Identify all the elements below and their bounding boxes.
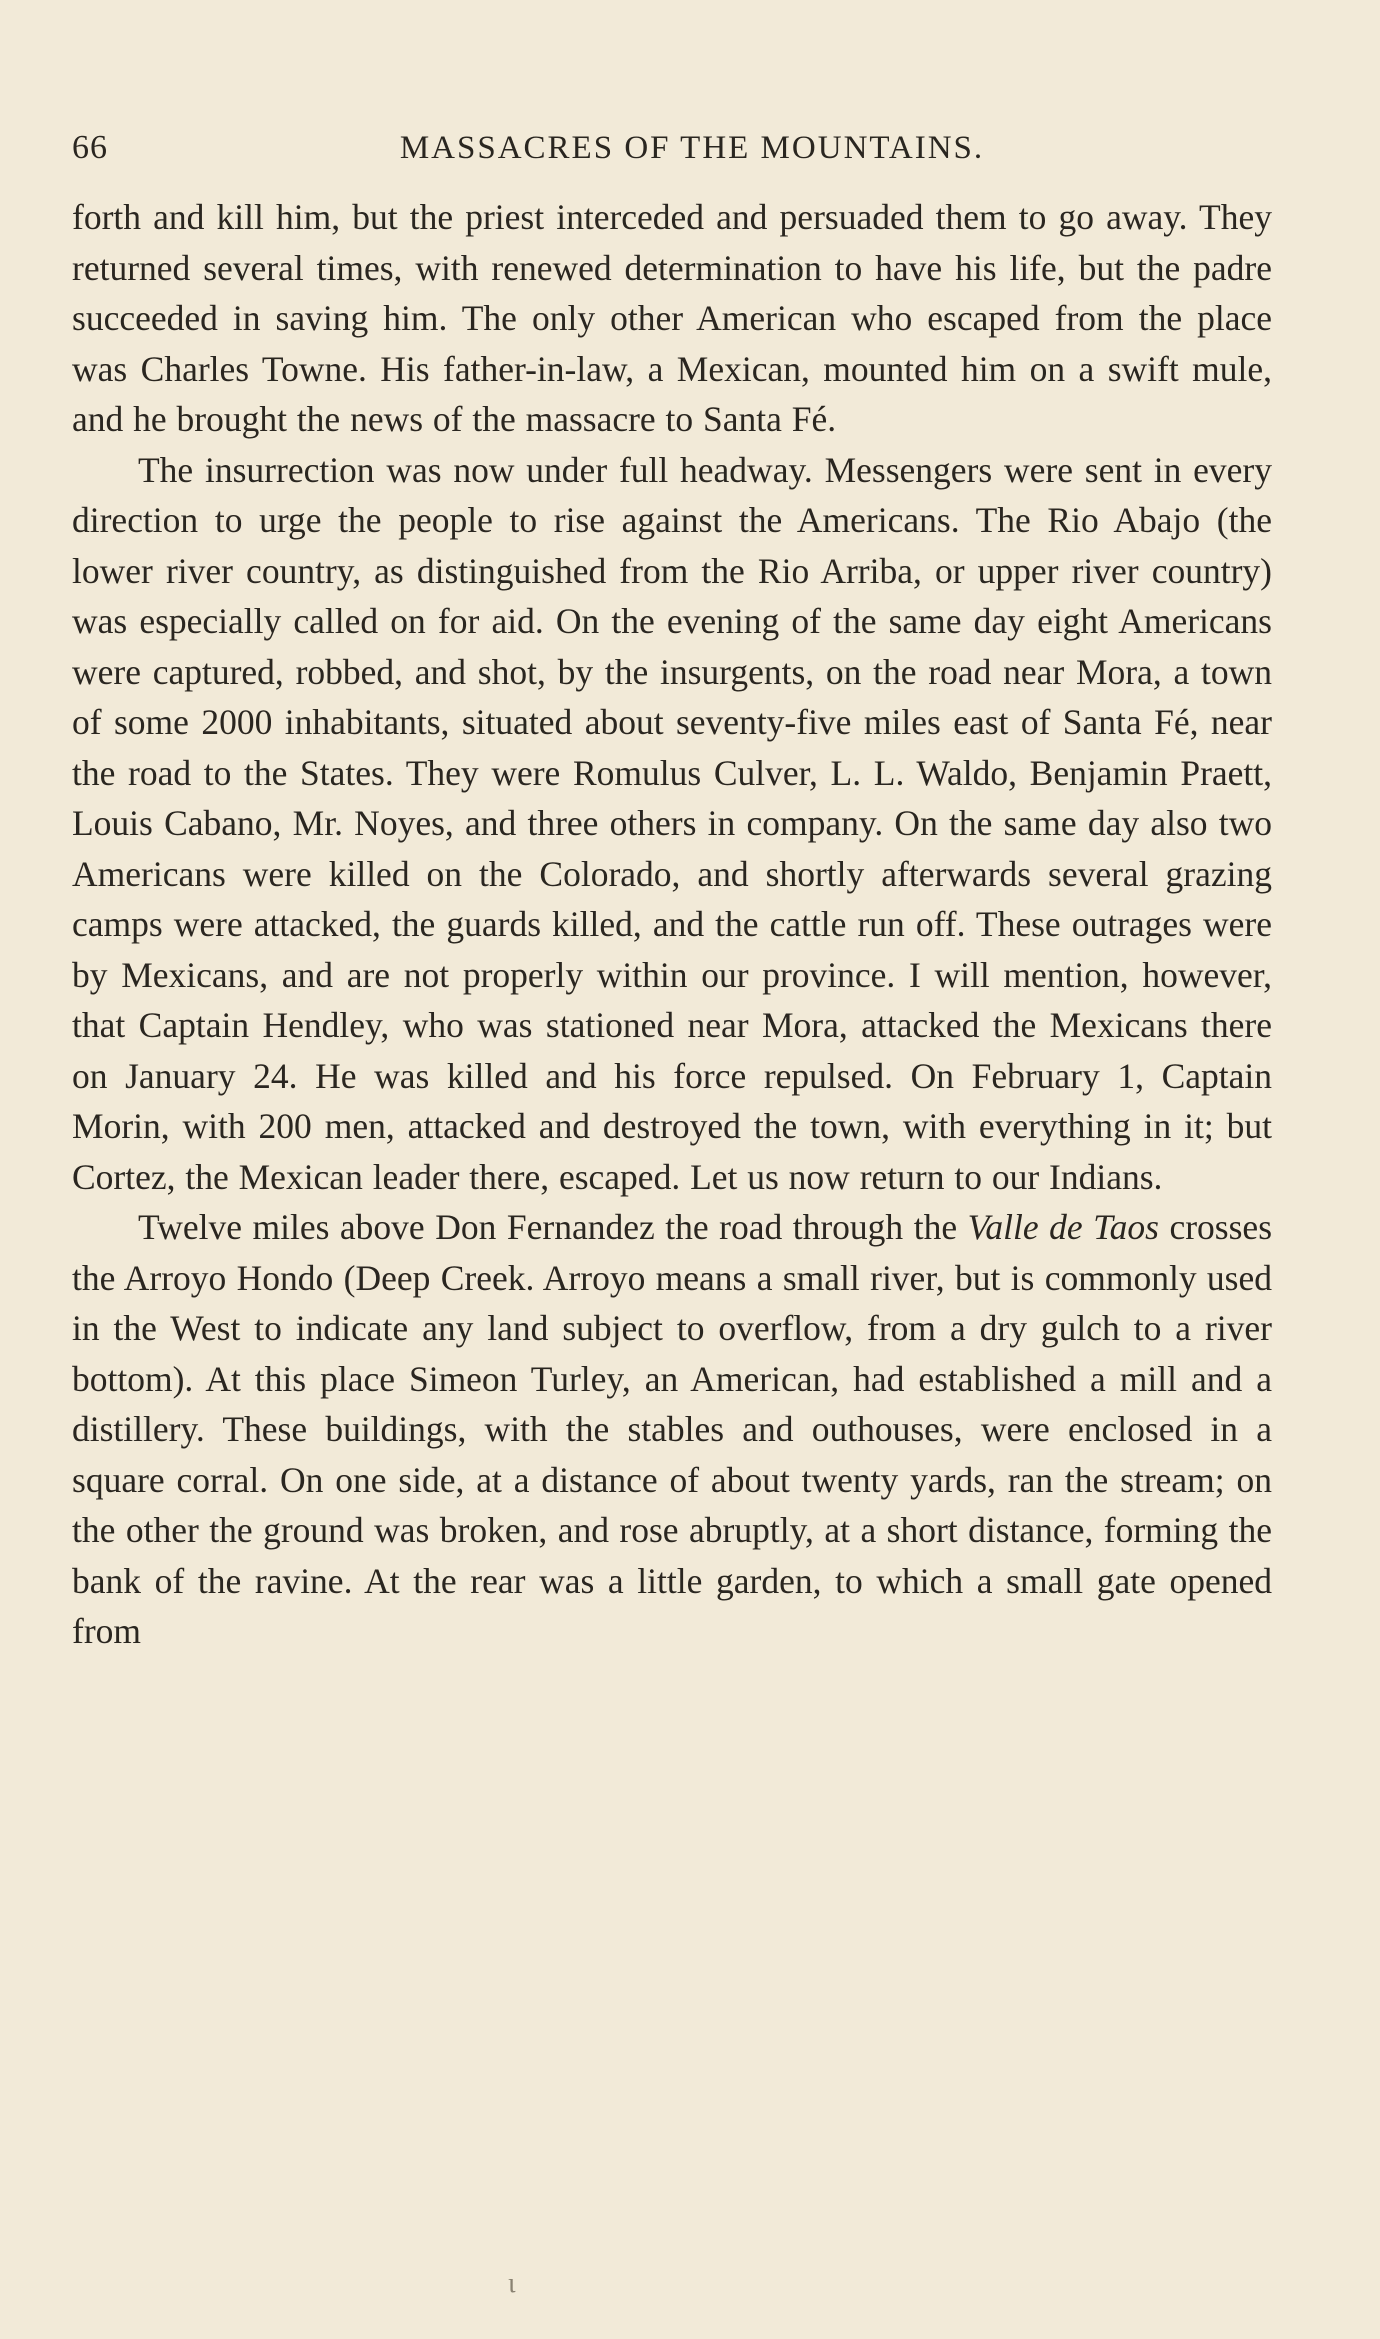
paragraph-3-lead: Twelve miles above Don Fernandez the road through the — [138, 1207, 968, 1247]
body-text — [72, 192, 1272, 1657]
paragraph-3-italic-place: Valle de Taos — [967, 1207, 1159, 1247]
paragraph-2: The insurrection was now under full headway. Messengers were sent in every direction to urge the people to rise against the Americans. The Rio Abajo (the lower river country, as distinguished from the Rio Arriba, or upper river country) was especially called on for aid. On the evening of the same day eight Americans were captured, robbed, and shot, by the insurgents, on the road near Mora, a town of some 2000 inhabitants, situated about seventy-five miles east of Santa Fé, near the road to the States. They were Romulus Culver, L. L. Waldo, Benjamin Praett, Louis Cabano, Mr. Noyes, and three others in company. On the same day also two Americans were killed on the Colorado, and shortly afterwards several grazing camps were attacked, the guards killed, and the cattle run off. These outrages were by Mexicans, and are not properly within our province. I will mention, however, that Captain Hendley, who was stationed near Mora, attacked the Mexicans there on January 24. He was killed and his force repulsed. On February 1, Captain Morin, with 200 men, attacked and destroyed the town, with everything in it; but Cortez, the Mexican leader there, escaped. Let us now return to our Indians. — [72, 449, 1272, 1197]
paragraph-3 — [72, 1202, 1272, 1657]
page-number: 66 — [72, 129, 108, 166]
paragraph-1: forth and kill him, but the priest interceded and persuaded them to go away. They returned several times, with renewed determination to have his life, but the padre succeeded in saving him. The only other American who escaped from the place was Charles Towne. His father-in-law, a Mexican, mounted him on a swift mule, and he brought the news of the massacre to Santa Fé. — [72, 197, 1272, 439]
stray-print-mark: ι — [508, 2268, 516, 2299]
paragraph-3-rest: crosses the Arroyo Hondo (Deep Creek. Arroyo means a small river, but is commonly used in the West to indicate any land subject to overflow, from a dry gulch to a river bottom). At this place Simeon Turley, an American, had established a mill and a distillery. These buildings, with the stables and outhouses, were enclosed in a square corral. On one side, at a distance of about twenty yards, ran the stream; on the other the ground was broken, and rose abruptly, at a short distance, forming the bank of the ravine. At the rear was a little garden, to which a small gate opened from — [72, 1207, 1273, 1651]
running-head — [72, 118, 1272, 178]
running-title: MASSACRES OF THE MOUNTAINS. — [399, 130, 985, 166]
